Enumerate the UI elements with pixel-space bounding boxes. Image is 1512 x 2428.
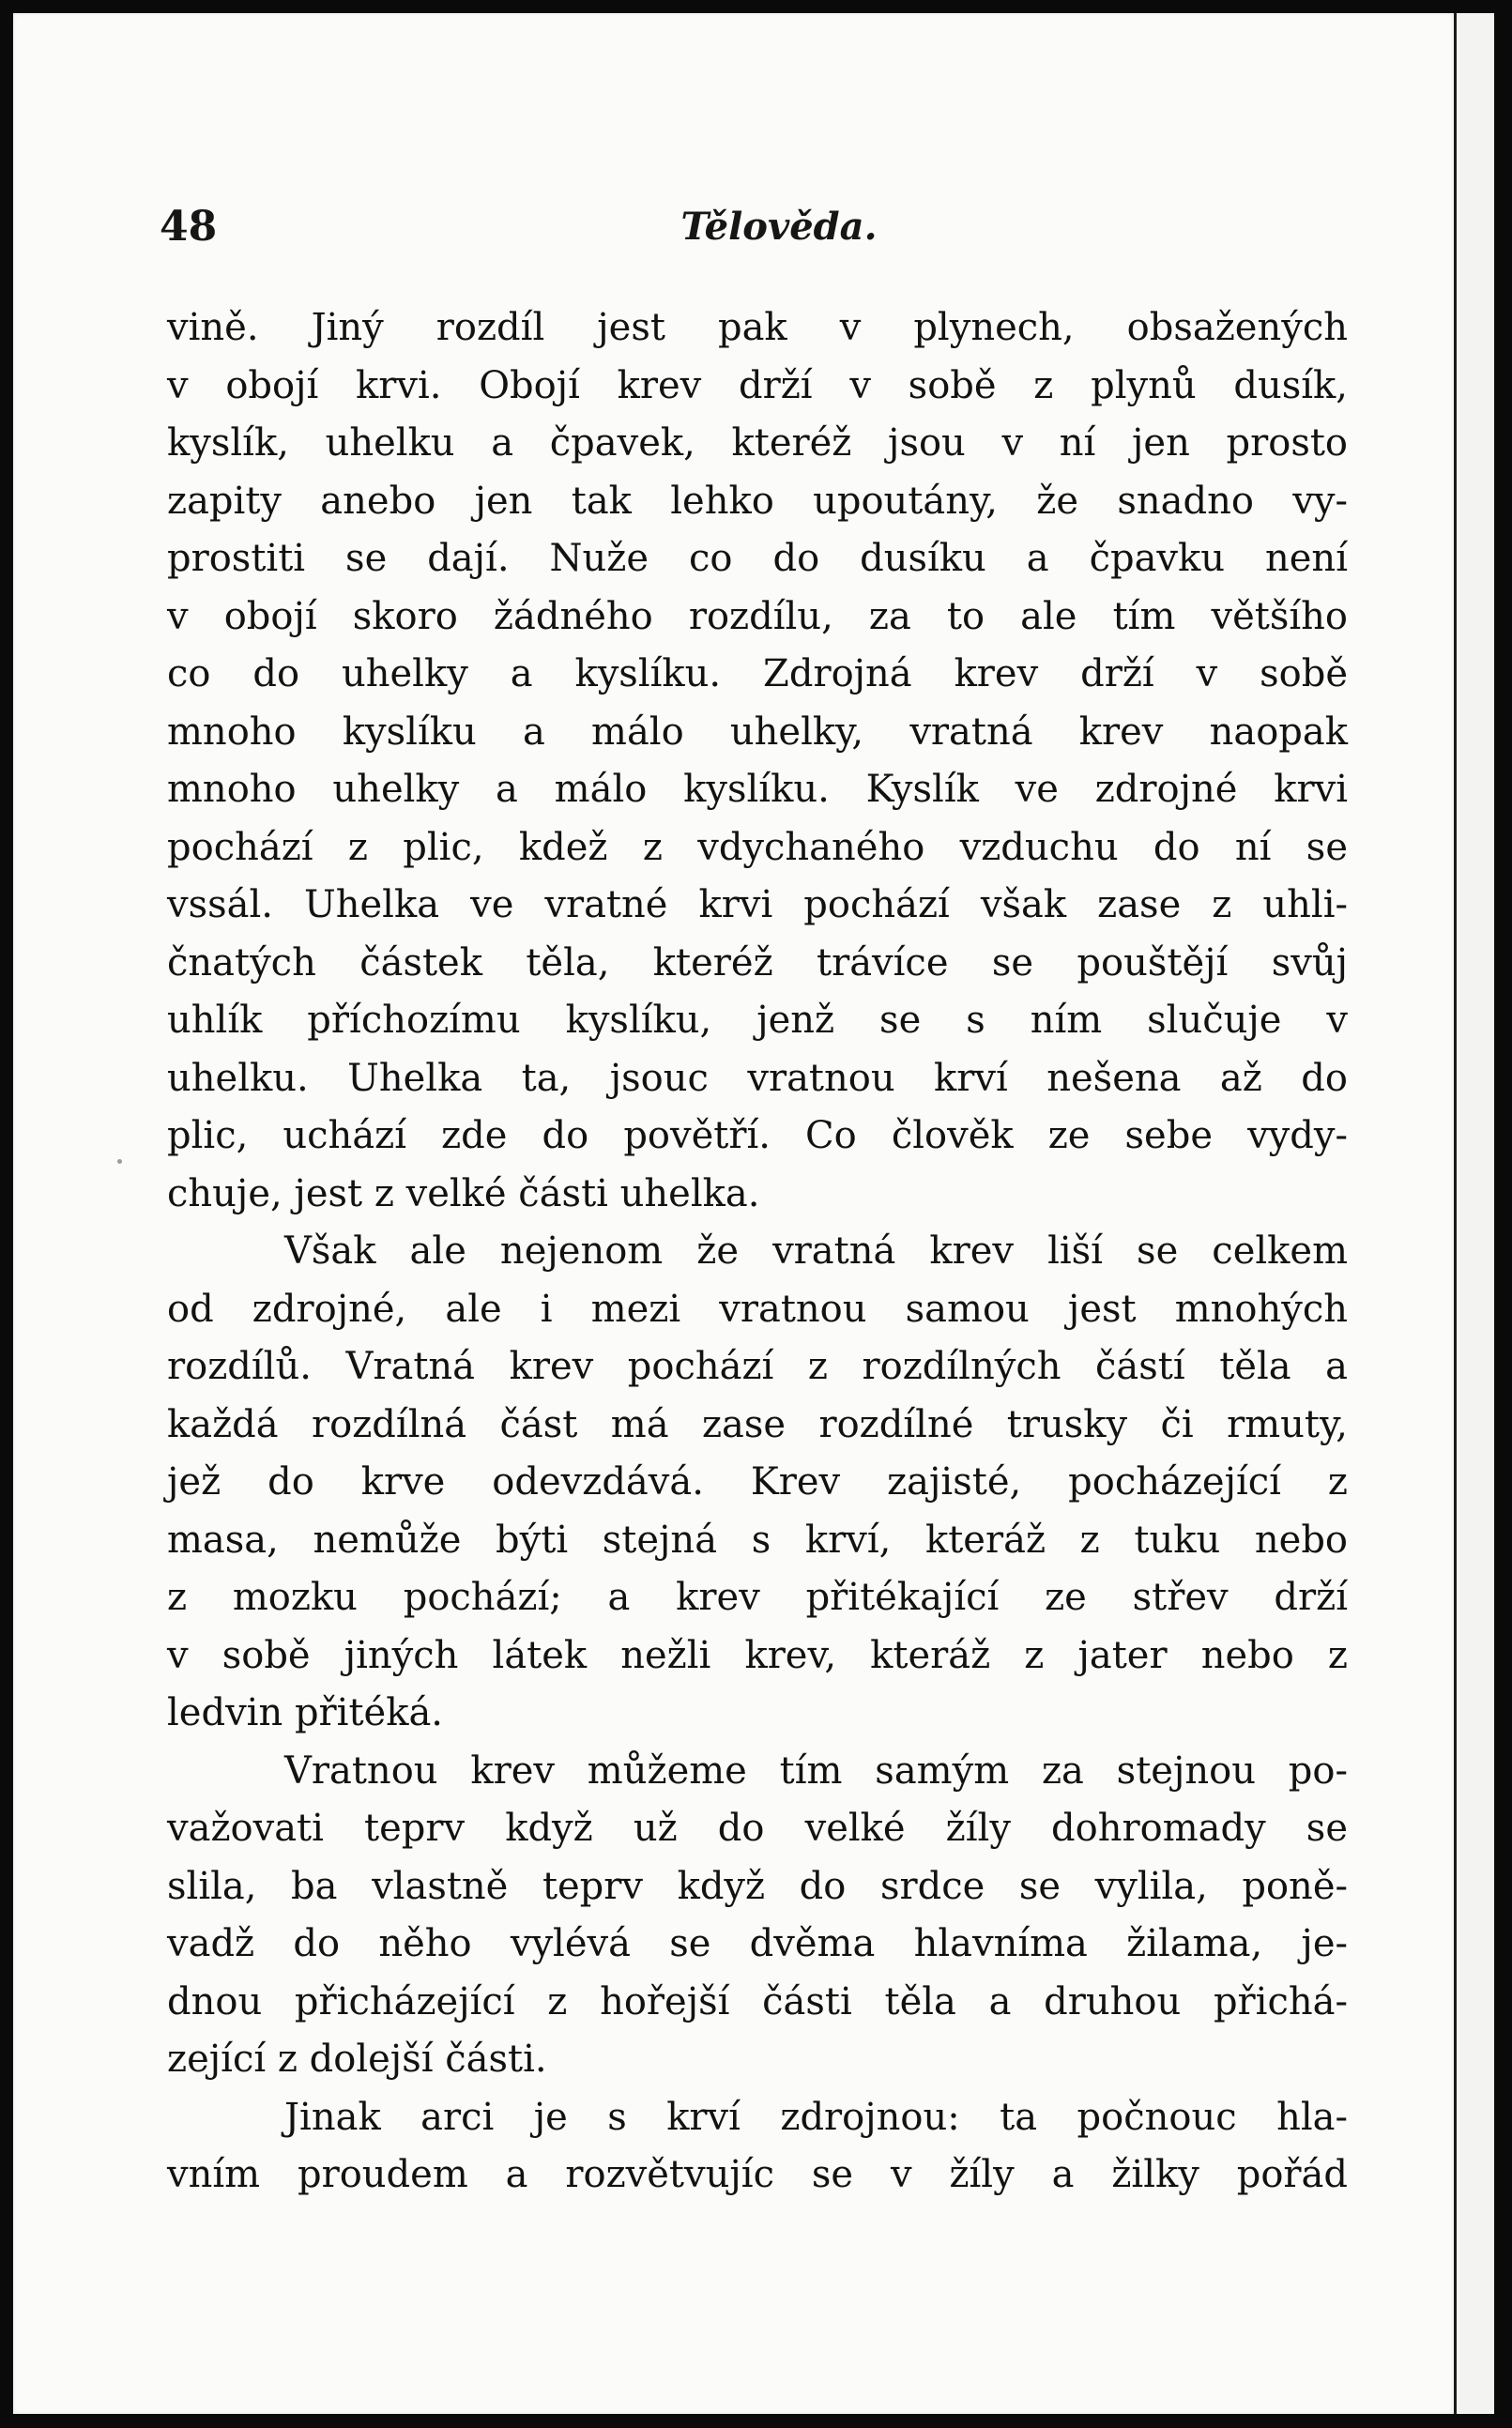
text-line: važovati teprv když už do velké žíly dohromady se xyxy=(167,1807,1348,1850)
text-line: kyslík, uhelku a čpavek, kteréž jsou v ní jen prosto xyxy=(167,421,1348,465)
running-title: Tělověda. xyxy=(680,205,878,249)
scan-speck xyxy=(117,1159,122,1164)
text-line: v sobě jiných látek nežli krev, kteráž z jater nebo z xyxy=(167,1633,1348,1677)
page-edge-strip xyxy=(1454,13,1494,2414)
text-line: uhlík příchozímu kyslíku, jenž se s ním slučuje v xyxy=(167,999,1348,1042)
text-line: uhelku. Uhelka ta, jsouc vratnou krví nešena až do xyxy=(167,1056,1348,1100)
text-line: Však ale nejenom že vratná krev liší se celkem xyxy=(284,1229,1348,1273)
text-line: rozdílů. Vratná krev pochází z rozdílných částí těla a xyxy=(167,1345,1348,1388)
text-line: mnoho kyslíku a málo uhelky, vratná krev naopak xyxy=(167,710,1348,754)
text-line: čnatých částek těla, kteréž trávíce se pouštějí svůj xyxy=(167,940,1348,985)
text-line: z mozku pochází; a krev přitékající ze střev drží xyxy=(167,1576,1348,1619)
text-line: chuje, jest z velké části uhelka. xyxy=(167,1171,760,1215)
text-line: prostiti se dají. Nuže co do dusíku a čpavku není xyxy=(167,537,1348,580)
text-line: zející z dolejší části. xyxy=(167,2038,547,2081)
text-line: dnou přicházející z hořejší části těla a druhou přichá- xyxy=(167,1979,1348,2023)
text-line: masa, nemůže býti stejná s krví, kteráž z tuku nebo xyxy=(167,1518,1348,1562)
text-line: plic, uchází zde do povětří. Co člověk ze sebe vydy- xyxy=(167,1114,1348,1157)
text-line: pochází z plic, kdež z vdychaného vzduchu do ní se xyxy=(167,825,1348,869)
text-line: slila, ba vlastně teprv když do srdce se vylila, poně- xyxy=(167,1864,1348,1908)
text-line: vadž do něho vylévá se dvěma hlavníma žilama, je- xyxy=(167,1922,1348,1965)
running-head xyxy=(13,13,1454,107)
text-line: vině. Jiný rozdíl jest pak v plynech, obsažených xyxy=(167,306,1348,349)
text-line: vssál. Uhelka ve vratné krvi pochází však zase z uhli- xyxy=(167,883,1348,926)
text-line: každá rozdílná část má zase rozdílné trusky či rmuty, xyxy=(167,1402,1348,1446)
text-line: od zdrojné, ale i mezi vratnou samou jest mnohých xyxy=(167,1287,1348,1331)
text-line: Vratnou krev můžeme tím samým za stejnou po- xyxy=(284,1748,1348,1793)
text-line: zapity anebo jen tak lehko upoutány, že snadno vy- xyxy=(167,479,1348,523)
text-line: vním proudem a rozvětvujíc se v žíly a žilky pořád xyxy=(167,2153,1348,2196)
text-line: jež do krve odevzdává. Krev zajisté, pocházející z xyxy=(167,1460,1348,1504)
text-line: Jinak arci je s krví zdrojnou: ta počnouc hla- xyxy=(284,2095,1348,2139)
text-line: v obojí krvi. Obojí krev drží v sobě z plynů dusík, xyxy=(167,363,1348,407)
text-line: ledvin přitéká. xyxy=(167,1691,444,1734)
text-line: mnoho uhelky a málo kyslíku. Kyslík ve zdrojné krvi xyxy=(167,768,1348,811)
text-line: co do uhelky a kyslíku. Zdrojná krev drží v sobě xyxy=(167,652,1348,695)
body-text xyxy=(167,299,1348,2205)
text-line: v obojí skoro žádného rozdílu, za to ale tím většího xyxy=(167,594,1348,638)
page-number: 48 xyxy=(160,203,218,251)
